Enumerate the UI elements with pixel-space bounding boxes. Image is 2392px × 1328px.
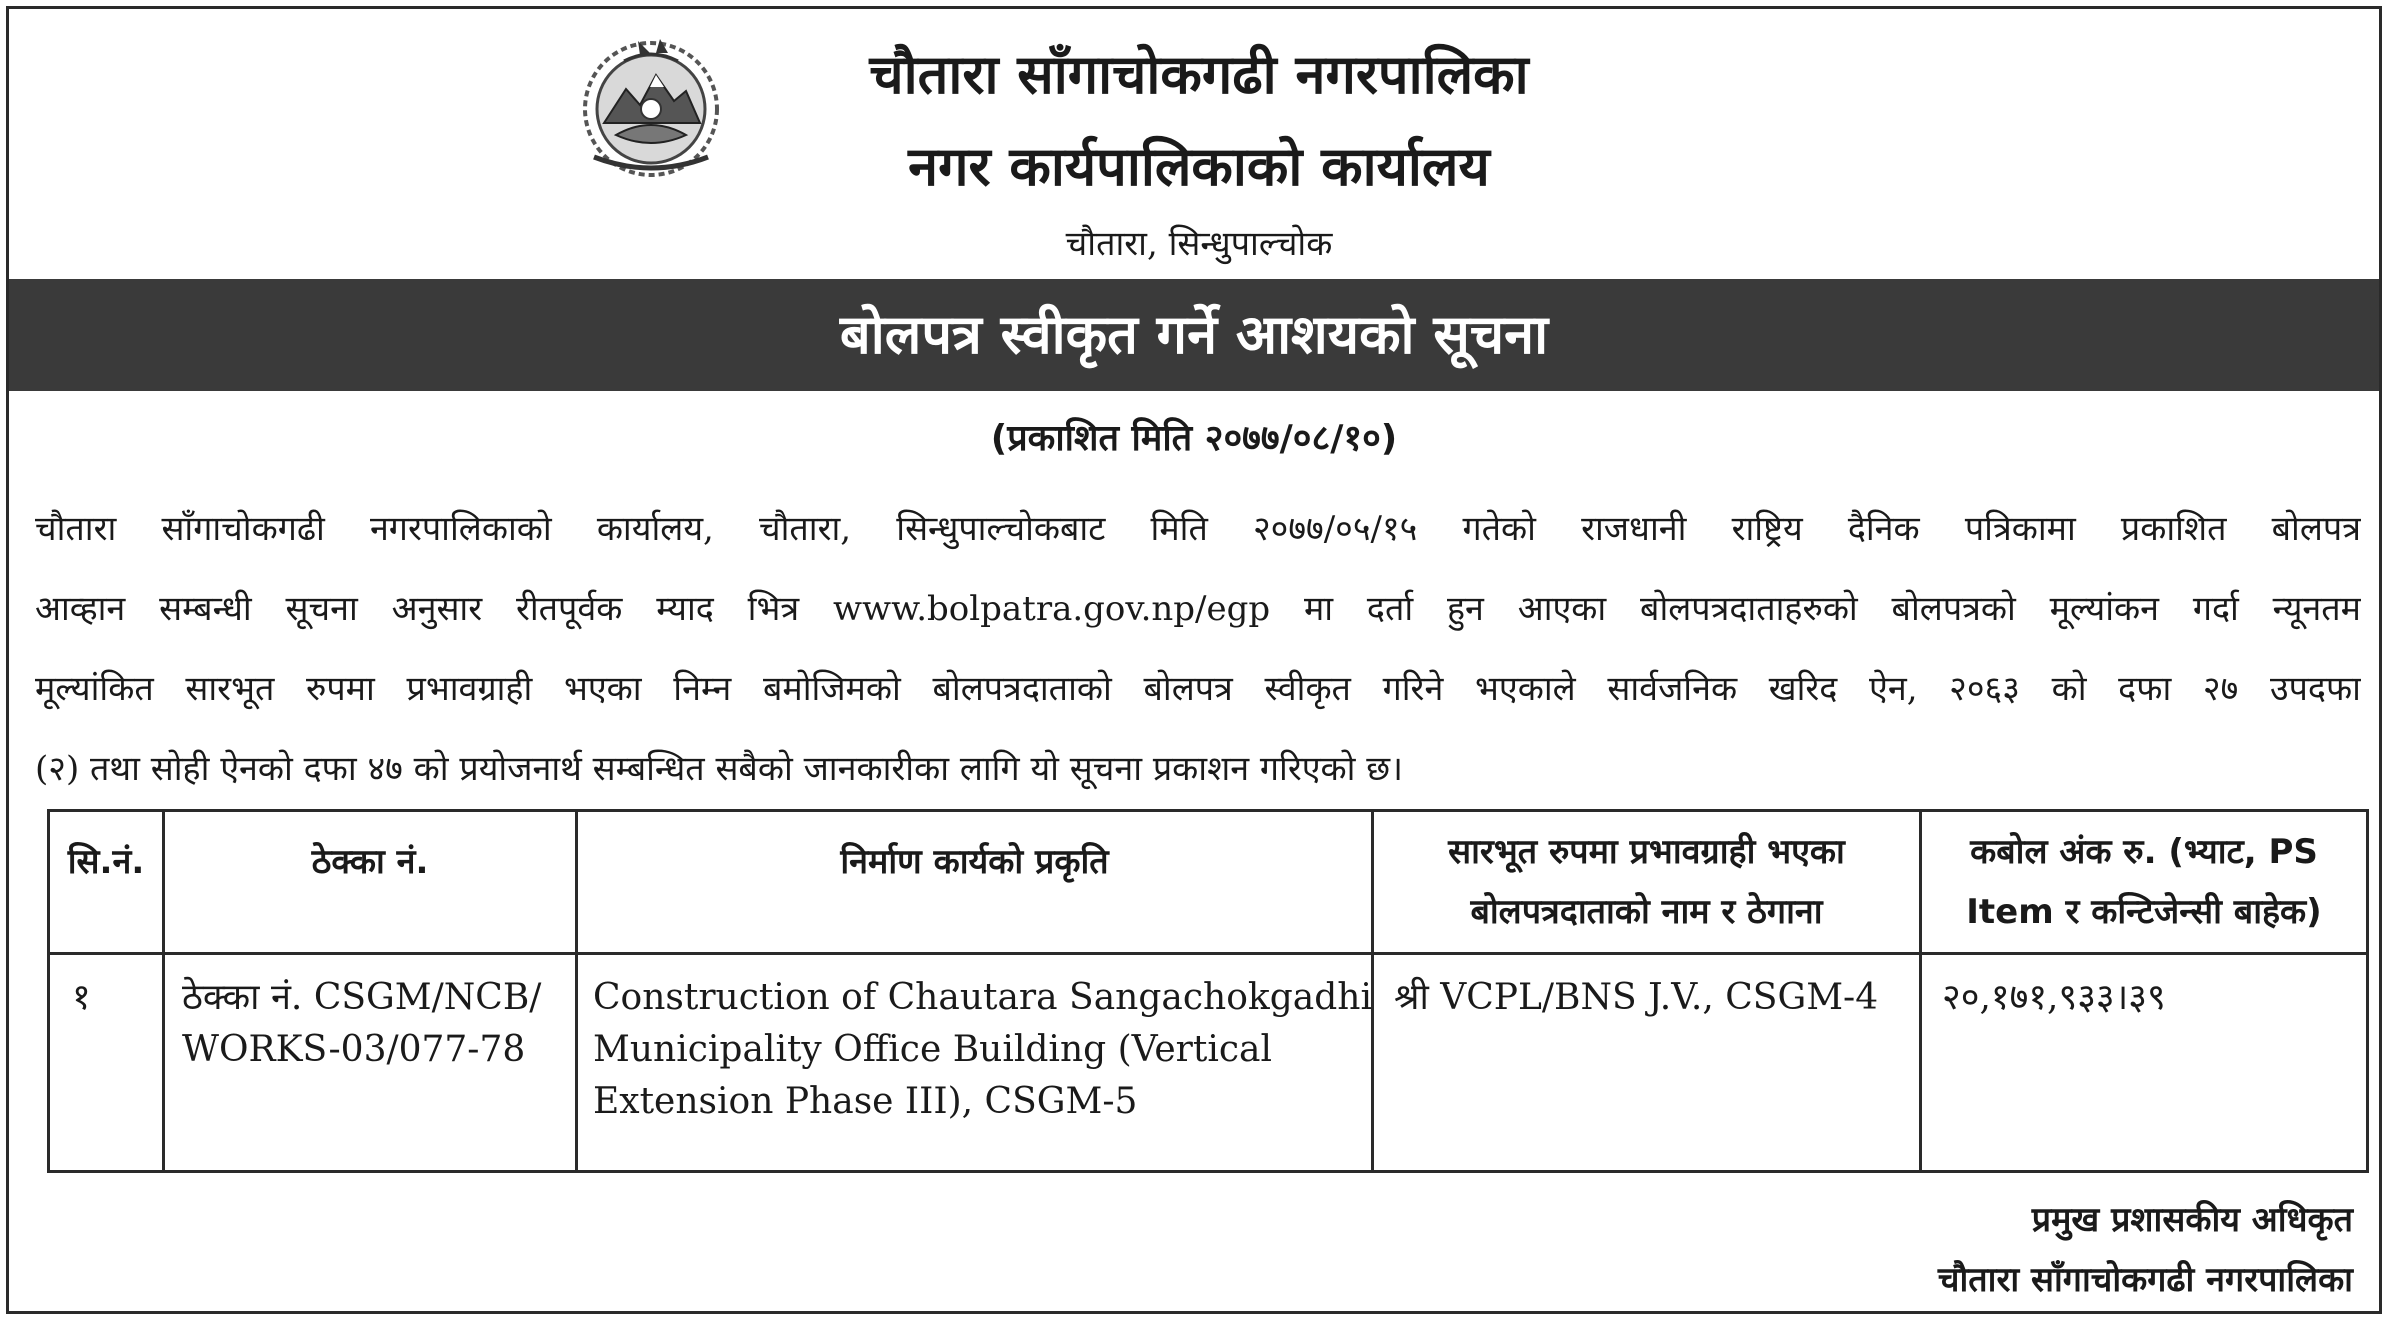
cell-contract-line-2: WORKS-03/077-78	[182, 1029, 526, 1070]
header-sn: सि.नं.	[67, 842, 145, 882]
header-amount	[1922, 822, 2366, 942]
header-bidder	[1374, 822, 1919, 942]
header-work-nature: निर्माण कार्यको प्रकृति	[840, 842, 1109, 882]
notice-title-banner: बोलपत्र स्वीकृत गर्ने आशयको सूचना	[9, 279, 2379, 391]
cell-sn: १	[72, 977, 91, 1018]
cell-work-nature	[593, 972, 1372, 1128]
signatory-designation: प्रमुख प्रशासकीय अधिकृत	[2031, 1200, 2353, 1240]
cell-bidder: श्री VCPL/BNS J.V., CSGM-4	[1394, 977, 1879, 1018]
header-amount-line-2: Item र कन्टिजेन्सी बाहेक)	[1966, 892, 2322, 932]
header-contract-no: ठेक्का नं.	[311, 842, 429, 882]
notice-body	[35, 489, 2361, 809]
header-amount-line-1: कबोल अंक रु. (भ्याट, PS	[1970, 832, 2318, 872]
office-address: चौतारा, सिन्धुपाल्चोक	[1065, 224, 1333, 264]
municipality-name: चौतारा साँगाचोकगढी नगरपालिका	[869, 43, 1529, 106]
bid-table	[47, 809, 2369, 1173]
header-bidder-line-2: बोलपत्रदाताको नाम र ठेगाना	[1470, 892, 1823, 932]
body-line-4: (२) तथा सोही ऐनको दफा ४७ को प्रयोजनार्थ सम्बन्धित सबैको जानकारीका लागि यो सूचना प्रकाशन गरिएको छ।	[35, 749, 1403, 789]
notice-page	[6, 6, 2382, 1314]
header-bidder-line-1: सारभूत रुपमा प्रभावग्राही भएका	[1448, 832, 1845, 872]
published-date: (प्रकाशित मिति २०७७/०८/१०)	[990, 418, 1398, 459]
cell-work-line-2: Municipality Office Building (Vertical	[593, 1029, 1272, 1070]
body-line-3: मूल्यांकित सारभूत रुपमा प्रभावग्राही भएका निम्न बमोजिमको बोलपत्रदाताको बोलपत्र स्वीकृत गरिने भएकाले सार्वजनिक खरिद ऐन, २०६३ को दफा २७ उपदफा	[35, 669, 2361, 709]
body-line-1: चौतारा साँगाचोकगढी नगरपालिकाको कार्यालय, चौतारा, सिन्धुपाल्चोकबाट मिति २०७७/०५/१५ गतेको राजधानी राष्ट्रिय दैनिक पत्रिकामा प्रकाशित बोलपत्र	[35, 509, 2361, 549]
cell-contract-line-1: ठेक्का नं. CSGM/NCB/	[182, 977, 542, 1018]
signatory-organization: चौतारा साँगाचोकगढी नगरपालिका	[1937, 1260, 2353, 1300]
body-line-2: आव्हान सम्बन्धी सूचना अनुसार रीतपूर्वक म्याद भित्र www.bolpatra.gov.np/egp मा दर्ता हुन आएका बोलपत्रदाताहरुको बोलपत्रको मूल्यांकन गर्दा न्यूनतम	[35, 589, 2361, 629]
cell-contract-no	[182, 972, 541, 1076]
cell-amount: २०,१७१,९३३।३९	[1942, 977, 2166, 1018]
cell-work-line-1: Construction of Chautara Sangachokgadhi	[593, 977, 1372, 1018]
office-name: नगर कार्यपालिकाको कार्यालय	[908, 135, 1490, 198]
cell-work-line-3: Extension Phase III), CSGM-5	[593, 1081, 1138, 1122]
